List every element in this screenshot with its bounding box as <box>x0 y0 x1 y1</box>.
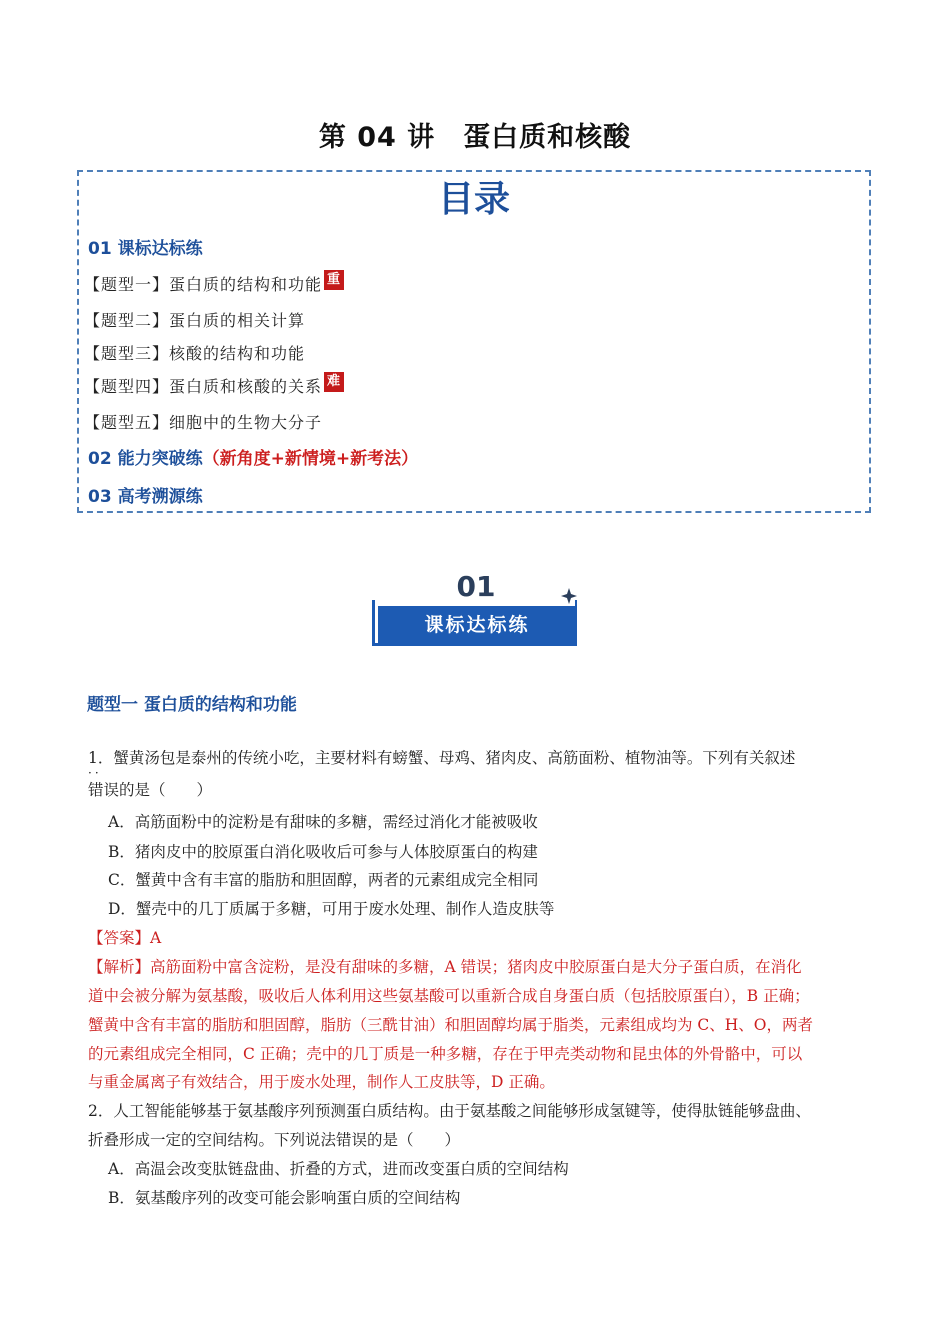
page-title <box>0 115 950 154</box>
toc-item-2[interactable] <box>84 308 305 331</box>
toc-item-label: 【题型五】细胞中的生物大分子 <box>84 413 323 432</box>
sparkle-icon <box>558 586 580 606</box>
q1-stem-line1: 1．蟹黄汤包是泰州的传统小吃，主要材料有螃蟹、母鸡、猪肉皮、高筋面粉、植物油等。下列有关叙述 <box>88 749 796 767</box>
q2-option-b: B．氨基酸序列的改变可能会影响蛋白质的空间结构 <box>108 1189 461 1207</box>
toc-item-label: 【题型四】蛋白质和核酸的关系 <box>84 377 323 396</box>
toc-section-2-note: （新角度+新情境+新考法） <box>202 449 419 469</box>
q1-analysis-line3: 蟹黄中含有丰富的脂肪和胆固醇，脂肪（三酰甘油）和胆固醇均属于脂类，元素组成均为 C、H、O，两者 <box>88 1016 814 1034</box>
toc-section-1[interactable]: 01 课标达标练 <box>88 239 203 259</box>
q2-stem-line1: 2．人工智能能够基于氨基酸序列预测蛋白质结构。由于氨基酸之间能够形成氢键等，使得肽链能够盘曲、 <box>88 1102 811 1120</box>
title-topic: 蛋白质和核酸 <box>463 122 632 153</box>
banner-number: 01 <box>456 570 496 603</box>
q1-option-b: B．猪肉皮中的胶原蛋白消化吸收后可参与人体胶原蛋白的构建 <box>108 843 538 861</box>
toc-item-3[interactable] <box>84 341 305 364</box>
q1-option-a: A．高筋面粉中的淀粉是有甜味的多糖，需经过消化才能被吸收 <box>108 813 538 831</box>
toc-section-3[interactable]: 03 高考溯源练 <box>88 487 203 507</box>
toc-section-2[interactable] <box>88 444 418 469</box>
title-lecture-number: 第 04 讲 <box>318 122 436 153</box>
toc-item-label: 【题型三】核酸的结构和功能 <box>84 344 306 363</box>
key-point-badge: 重 <box>324 270 344 290</box>
difficult-badge: 难 <box>324 372 344 392</box>
q1-option-d: D．蟹壳中的几丁质属于多糖，可用于废水处理、制作人造皮肤等 <box>108 900 555 918</box>
q1-analysis-line1: 【解析】高筋面粉中富含淀粉，是没有甜味的多糖，A 错误；猪肉皮中胶原蛋白是大分子蛋白质，在消化 <box>88 958 802 976</box>
q2-stem-line2: 折叠形成一定的空间结构。下列说法错误的是（ ） <box>88 1131 461 1149</box>
table-of-contents <box>77 170 871 513</box>
toc-section-2-label: 02 能力突破练 <box>88 449 203 469</box>
q1-option-c: C．蟹黄中含有丰富的脂肪和胆固醇，两者的元素组成完全相同 <box>108 871 539 889</box>
q1-answer: 【答案】A <box>88 929 162 947</box>
emphasis-dots: ·· <box>88 766 102 780</box>
section-banner <box>370 570 582 650</box>
section-heading: 题型一 蛋白质的结构和功能 <box>87 695 297 715</box>
banner-label: 课标达标练 <box>378 606 576 644</box>
q1-analysis-line2: 道中会被分解为氨基酸，吸收后人体利用这些氨基酸可以重新合成自身蛋白质（包括胶原蛋白），B 正确； <box>88 987 810 1005</box>
toc-heading: 目录 <box>437 179 510 220</box>
q1-analysis-line5: 与重金属离子有效结合，用于废水处理，制作人工皮肤等，D 正确。 <box>88 1073 555 1091</box>
q2-option-a: A．高温会改变肽链盘曲、折叠的方式，进而改变蛋白质的空间结构 <box>108 1160 569 1178</box>
toc-item-label: 【题型二】蛋白质的相关计算 <box>84 311 306 330</box>
toc-item-1[interactable] <box>84 272 344 295</box>
q1-stem-line2: 错误的是（ ） <box>88 781 213 799</box>
toc-item-5[interactable] <box>84 410 322 433</box>
q1-analysis-line4: 的元素组成完全相同，C 正确；壳中的几丁质是一种多糖，存在于甲壳类动物和昆虫体的外骨骼中，可以 <box>88 1045 803 1063</box>
toc-item-label: 【题型一】蛋白质的结构和功能 <box>84 275 323 294</box>
toc-item-4[interactable] <box>84 374 344 397</box>
